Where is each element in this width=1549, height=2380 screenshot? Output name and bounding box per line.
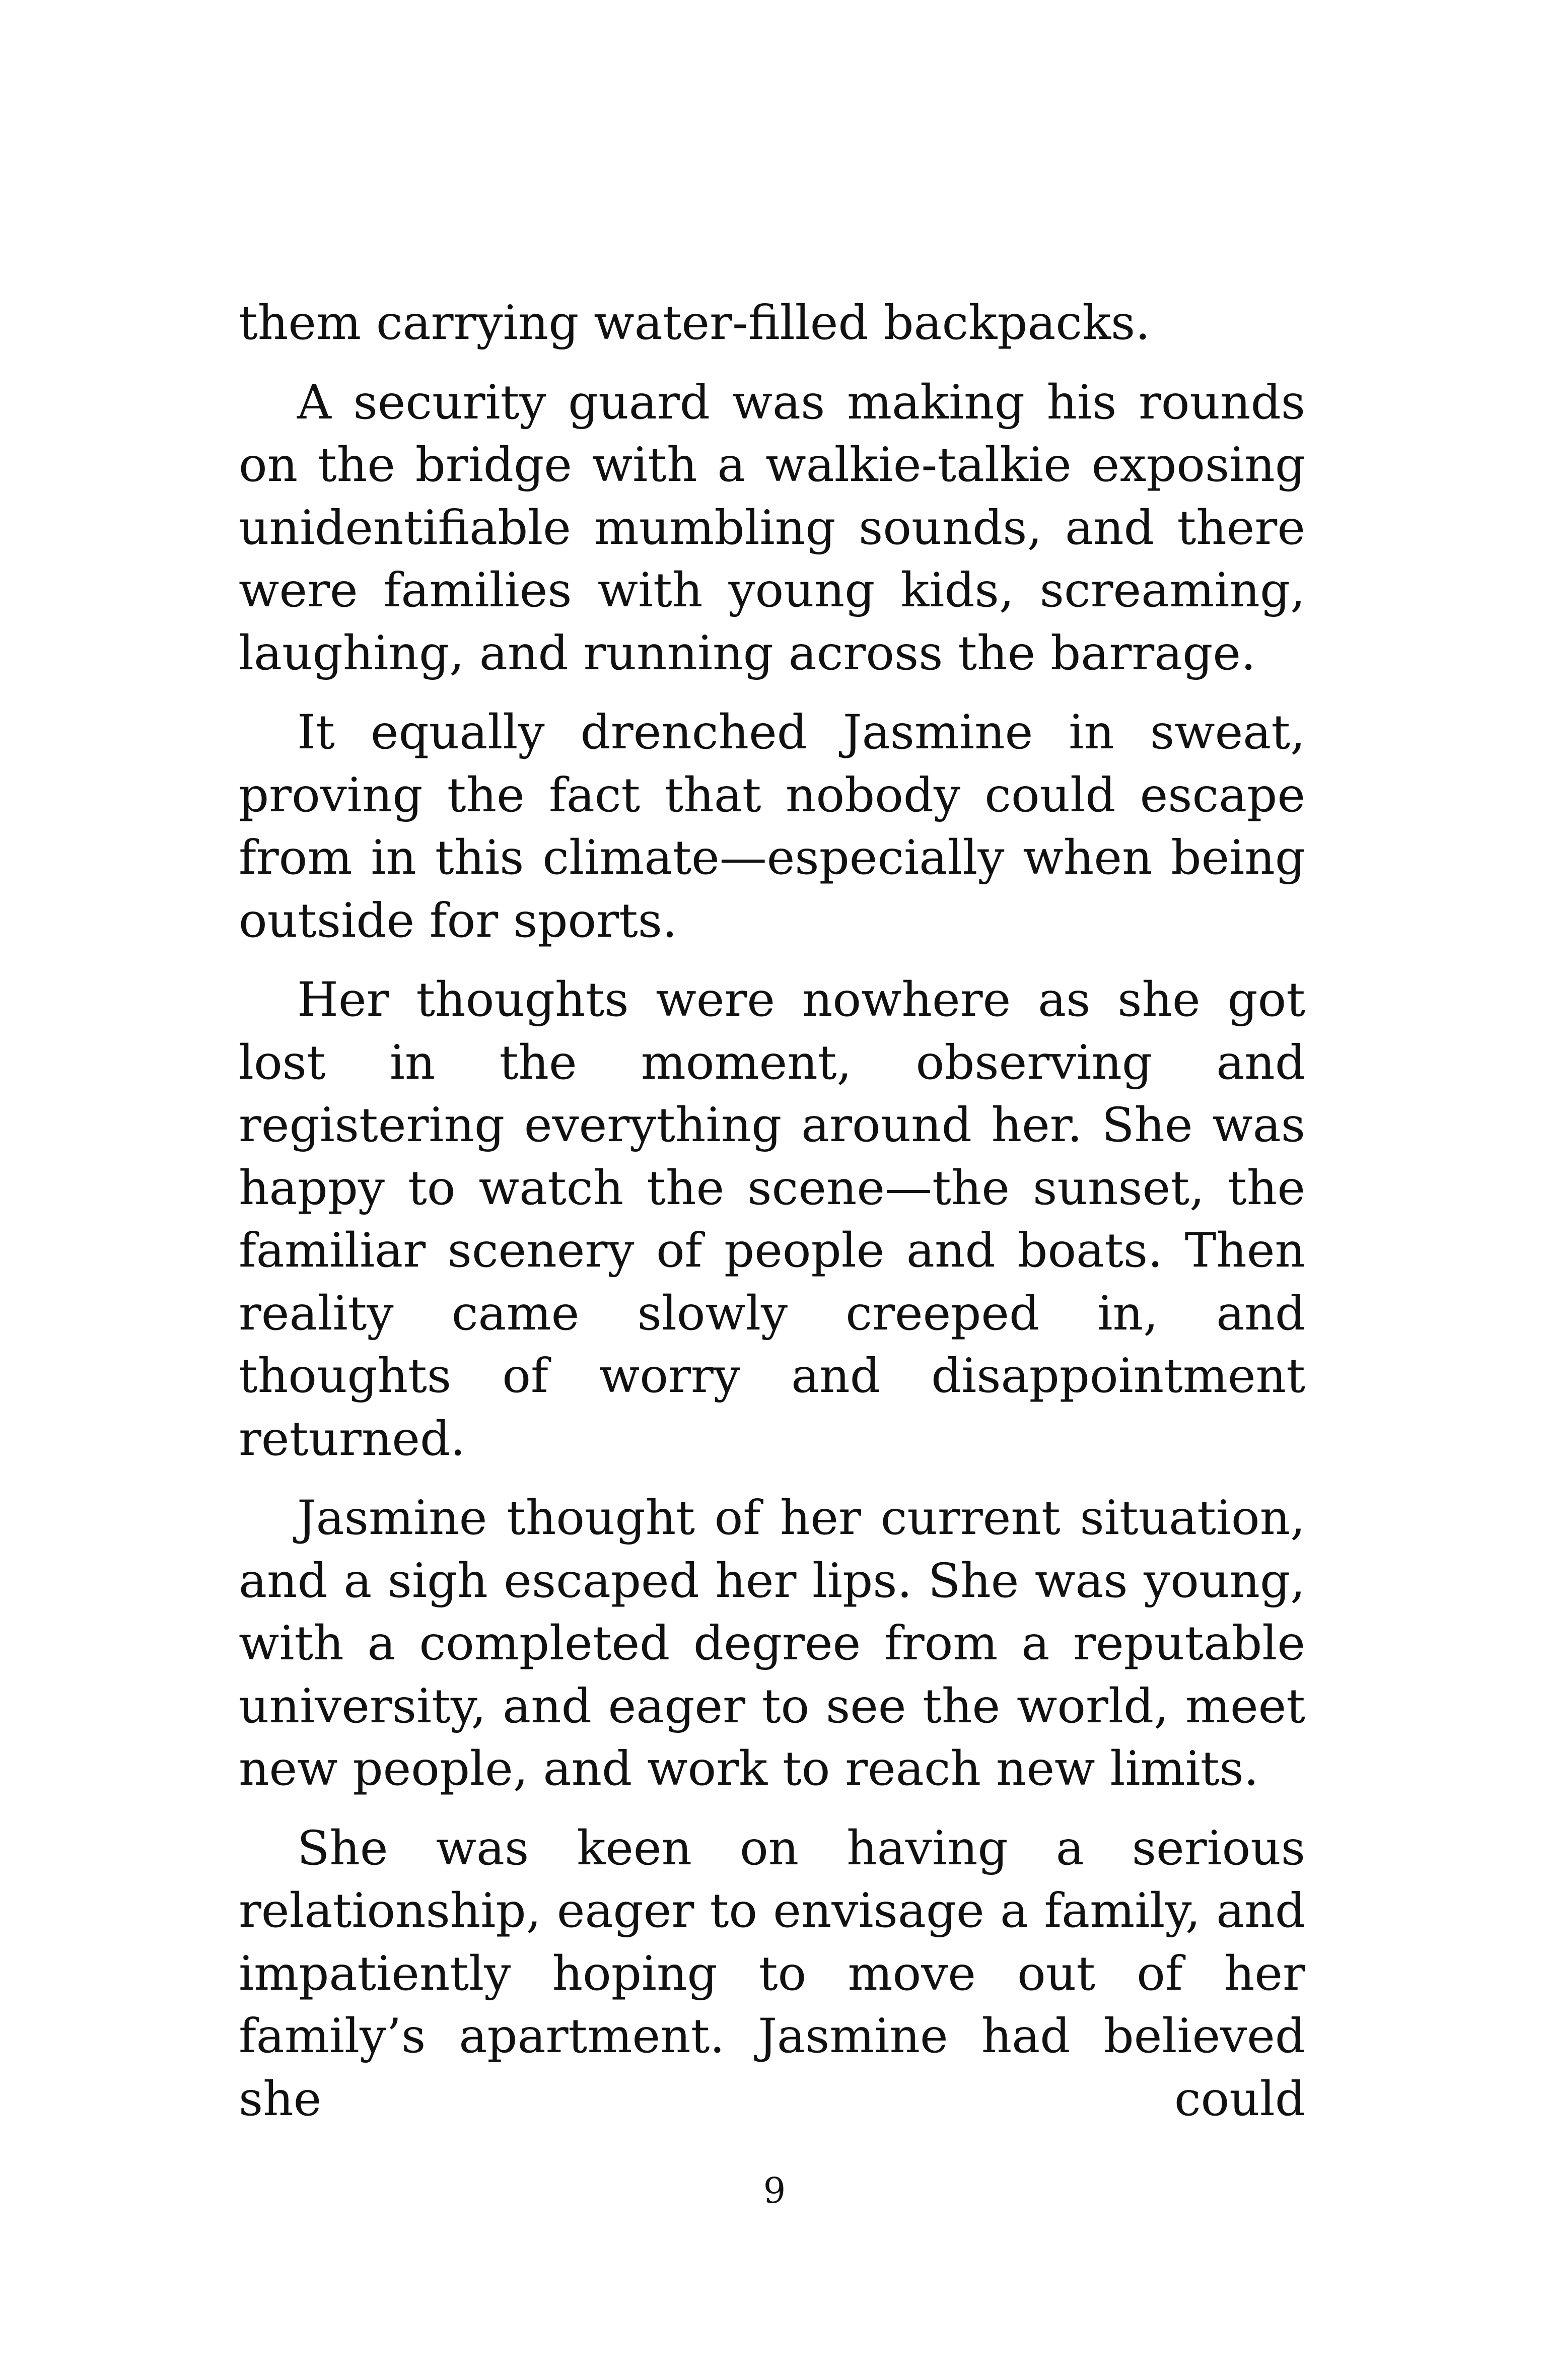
paragraph: A security guard was making his rounds on the bridge with a walkie-talkie exposing unidentifiable mumbling sounds, and there were families with young kids, screaming, laughing, and running across the barrage.	[239, 375, 1305, 681]
paragraph: Her thoughts were nowhere as she got lost in the moment, observing and registering everything around her. She was happy to watch the scene—the sunset, the familiar scenery of people and boats. Then reality came slowly creeped in, and thoughts of worry and disappointment returned.	[239, 972, 1305, 1466]
body-text	[239, 292, 1305, 2147]
paragraph-continued: them carrying water-filled backpacks.	[239, 296, 1151, 351]
page-number: 9	[763, 2170, 786, 2211]
paragraph: It equally drenched Jasmine in sweat, proving the fact that nobody could escape from in this climate—especially when being outside for sports.	[239, 705, 1305, 948]
paragraph: Jasmine thought of her current situation, and a sigh escaped her lips. She was young, with a completed degree from a reputable university, and eager to see the world, meet new people, and work to reach new limits.	[239, 1491, 1305, 1796]
paragraph: She was keen on having a serious relationship, eager to envisage a family, and impatiently hoping to move out of her family’s apartment. Jasmine had believed she could	[239, 1821, 1305, 2127]
